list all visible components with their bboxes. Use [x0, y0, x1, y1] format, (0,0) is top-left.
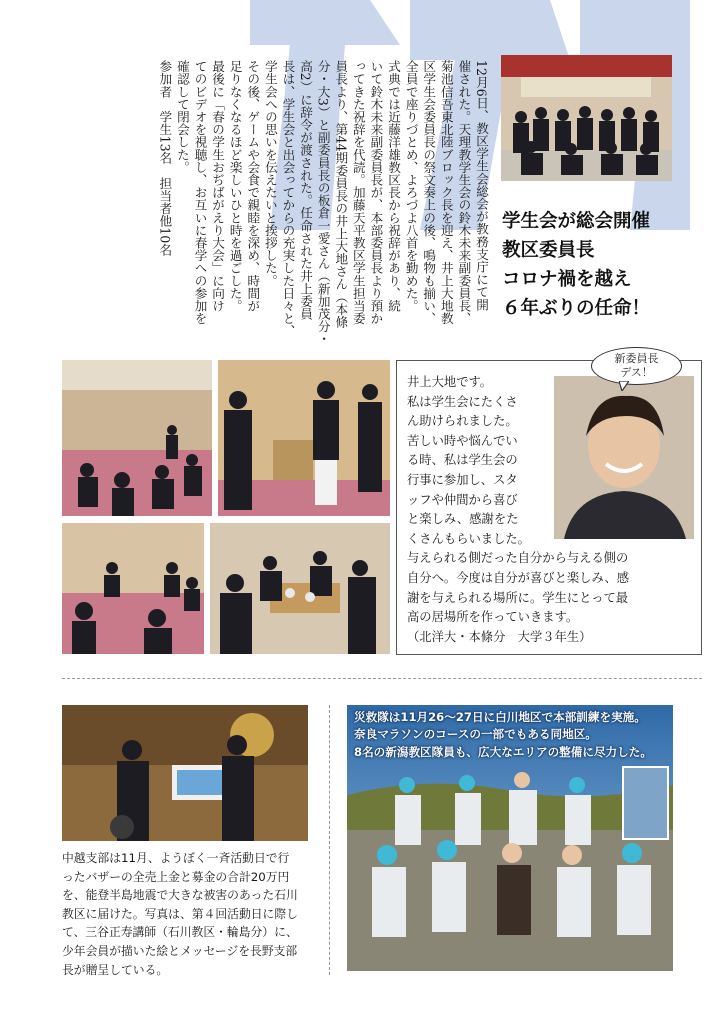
group-photo-ceremony: [501, 55, 672, 181]
caption-line: を、能登半島地震で大きな被害のあった石川: [62, 888, 298, 903]
article-column: 員長より、第44期委員長の井上大地さん（本條: [333, 60, 349, 329]
profile-line: ッフや仲間から喜び: [407, 492, 518, 507]
photo-games: [62, 523, 204, 654]
article-column: 確認して閉会した。: [174, 60, 190, 174]
donation-caption: [62, 849, 320, 979]
article-column: 式典では近藤洋雄教区長から祝辞があり、続: [386, 60, 402, 312]
article-column: 12月6日、教区学生会総会が教務支庁にて開: [474, 60, 489, 311]
headline-line: コロナ禍を越え: [502, 269, 632, 290]
article-column: 長は、学生会と出会ってからの充実した日々と、: [280, 60, 296, 338]
headline-line: 学生会が総会開催: [502, 211, 651, 232]
speech-bubble: [591, 347, 682, 385]
profile-line: と楽しみ、感謝をた: [407, 512, 519, 527]
article-column: いて鈴木未来副委員長が、本部委員長より預か: [368, 60, 384, 325]
profile-line: 苦しい時や悩んでい: [407, 433, 518, 448]
article-column: てのビデオを視聴し、お互いに春学への参加を: [192, 60, 208, 325]
bubble-line: 新委員長: [614, 352, 659, 365]
article-column: ってきた祝辞を代読。加藤天平教区学生担当委: [350, 60, 366, 325]
profile-line: 自分へ。今度は自分が喜びと楽しみ、感: [407, 570, 630, 585]
caption-line: 教区に届けた。写真は、第４回活動日に際し: [62, 906, 298, 921]
article-column: その後、ゲームや会食で親睦を深め、時間が: [245, 60, 261, 312]
article-column: 全員で座りづとめ、よろづよ八首を勤めた。: [403, 60, 419, 312]
photo-dinner: [210, 523, 390, 654]
photo-hall-seated: [62, 360, 212, 516]
article-column: 学生会への思いを伝えたいと挨拶した。: [262, 60, 278, 287]
section-divider: [62, 678, 702, 679]
bubble-line: デス！: [620, 366, 653, 379]
profile-line: 謝を与えられる場所に。学生にとって最: [407, 590, 629, 605]
caption-line: ったバザーの全売上金と募金の合計20万円: [62, 869, 290, 884]
profile-line: 与えられる側だった自分から与える側の: [407, 551, 629, 566]
article-column: 最後に「春の学生おぢばがえり大会」に向け: [210, 60, 226, 312]
profile-line: 井上大地です。: [407, 375, 493, 389]
speech-bubble-tail: [619, 381, 629, 391]
profile-box: [396, 360, 702, 655]
caption-line: 中越支部は11月、ようぼく一斉活動日で行: [62, 851, 290, 865]
article-column: 催された。天理教学生会の鈴木未来副委員長、: [456, 60, 472, 325]
article-column: 足りなくなるほど楽しいひと時を過ごした。: [227, 60, 243, 312]
article-column: 菊池信吾東北陸ブロック長を迎え、井上大地教: [438, 60, 454, 325]
article-column: 高2）に辞令が渡された。任命された井上委員: [298, 60, 314, 321]
rescue-line: 8名の新潟教区隊員も、広大なエリアの整備に尽力した。: [354, 744, 652, 759]
rescue-line: 災救隊は11月26～27日に白川地区で本部訓練を実施。: [354, 710, 646, 724]
article-headline: [502, 207, 712, 323]
profile-line: 私は学生会にたくさ: [407, 394, 518, 409]
photo-appointment: [218, 360, 390, 516]
profile-line: くさんもらいました。: [407, 531, 530, 546]
caption-line: 少年会員が描いた絵とメッセージを長野支部: [62, 943, 298, 958]
caption-line: て、三谷正寿講師（石川教区・輪島分）に、: [62, 925, 298, 940]
profile-line: （北洋大・本條分 大学３年生）: [407, 629, 592, 644]
headline-line: 教区委員長: [502, 240, 595, 261]
rescue-line: 奈良マラソンのコースの一部でもある同地区。: [354, 727, 597, 742]
profile-line: ん助けられました。: [407, 414, 518, 429]
article-column: 参加者 学生13名 担当者他10名: [157, 60, 173, 256]
caption-line: 長が贈呈している。: [62, 962, 169, 977]
headline-line: ６年ぶりの任命！: [502, 298, 651, 319]
article-column: 分・大3）と副委員長の板倉一愛さん（新加茂分・: [315, 60, 331, 346]
article-column: 区学生会委員長の祭文奏上の後、鳴物も揃い、: [421, 60, 437, 325]
column-divider: [329, 705, 330, 975]
profile-line: 高の居場所を作っていきます。: [407, 610, 579, 625]
article-body: [62, 60, 490, 360]
profile-line: 行事に参加し、スタ: [407, 472, 518, 487]
profile-line: る時、私は学生会の: [407, 453, 518, 468]
photo-donation-presentation: [62, 705, 308, 841]
rescue-caption: [354, 709, 674, 761]
